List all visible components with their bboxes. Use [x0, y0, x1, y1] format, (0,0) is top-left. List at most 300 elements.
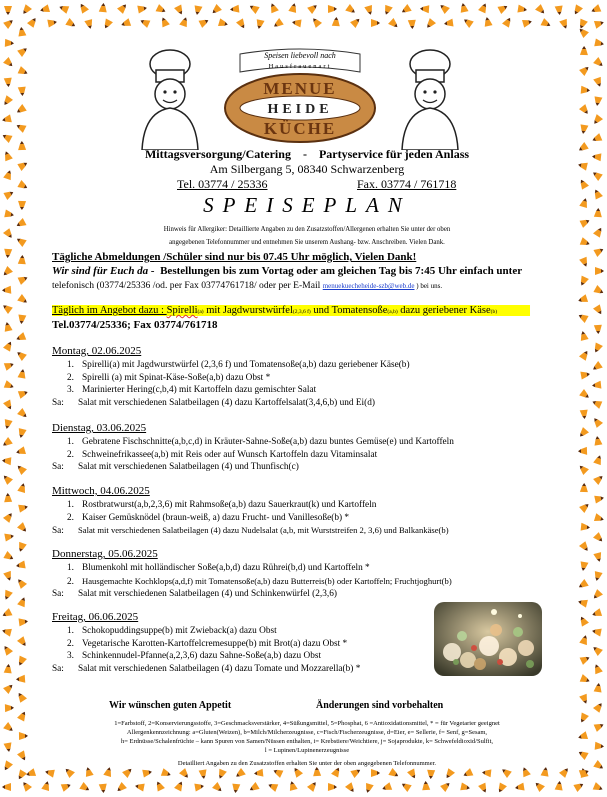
item-text: Salat mit verschiedenen Salatbeilagen (4) und Thunfisch(c) — [78, 462, 299, 472]
border-candy-piece — [15, 769, 26, 781]
border-candy-piece — [17, 428, 27, 439]
border-candy-piece — [17, 408, 29, 420]
border-candy-piece — [328, 5, 337, 13]
border-candy-piece — [117, 2, 129, 14]
border-candy-piece — [19, 617, 29, 626]
menu-item — [52, 384, 410, 397]
border-candy-piece — [2, 456, 12, 465]
border-candy-piece — [174, 780, 185, 792]
border-candy-piece — [371, 19, 380, 27]
border-candy-piece — [591, 361, 603, 373]
border-candy-piece — [422, 781, 431, 791]
menu-item — [52, 562, 452, 575]
border-candy-piece — [15, 446, 26, 456]
border-candy-piece — [288, 780, 298, 791]
item-text: Schinkennudel-Pfanne(a,2,3,6) dazu Sahne-Soße(a,b) dazu Obst — [82, 651, 322, 661]
item-number: 2. — [67, 372, 74, 383]
logo-word-heide: HEIDE — [267, 102, 333, 117]
border-candy-piece — [593, 571, 603, 582]
border-candy-piece — [572, 4, 583, 16]
border-candy-piece — [156, 4, 168, 15]
border-candy-piece — [400, 780, 412, 792]
menu-item — [52, 461, 454, 474]
border-candy-piece — [2, 286, 12, 295]
border-candy-piece — [580, 483, 588, 492]
footer-greeting: Wir wünschen guten Appetit — [109, 700, 232, 711]
daily-contact: Tel.03774/25336; Fax 03774/761718 — [52, 319, 218, 331]
item-text: Blumenkohl mit holländischer Soße(a,b,d) dazu Rührei(b,d) und Kartoffeln * — [82, 563, 370, 573]
item-text: Marinierter Hering(c,b,4) mit Kartoffeln dazu gemischter Salat — [82, 385, 317, 395]
border-candy-piece — [579, 389, 591, 401]
border-candy-piece — [577, 579, 589, 591]
border-candy-piece — [381, 782, 392, 793]
border-candy-piece — [18, 503, 29, 513]
border-candy-piece — [1, 266, 13, 278]
menu-item — [52, 650, 360, 663]
item-text: Salat mit verschiedenen Salatbeilagen (4) dazu Nudelsalat (a,b, mit Wurststreifen 2, 3,6) und Balkankäse(b) — [78, 525, 449, 535]
border-candy-piece — [577, 731, 588, 741]
border-candy-piece — [63, 766, 75, 778]
day-heading: Freitag, 06.06.2025 — [52, 611, 139, 623]
border-candy-piece — [179, 768, 191, 780]
border-candy-piece — [44, 768, 55, 778]
border-candy-piece — [15, 122, 27, 133]
border-candy-piece — [577, 142, 589, 154]
border-candy-piece — [272, 767, 284, 778]
border-candy-piece — [17, 315, 26, 325]
border-candy-piece — [462, 16, 474, 28]
item-text: Salat mit verschiedenen Salatbeilagen (4) dazu Kartoffelsalat(3,4,6,b) und Ei(d) — [78, 397, 375, 408]
legend-detail-note: Detailliert Angaben zu den Zusatzstoffen erhalten Sie unter der oben angegebenen Telefonnummer. — [177, 760, 437, 767]
item-number: 3. — [67, 385, 74, 395]
cancel-notice: Tägliche Abmeldungen /Schüler sind nur bis 07.45 Uhr möglich, Vielen Dank! — [52, 251, 417, 263]
day-section-friday — [52, 611, 360, 675]
border-candy-piece — [234, 768, 246, 780]
border-candy-piece — [459, 2, 469, 12]
border-candy-piece — [307, 780, 319, 792]
border-candy-piece — [20, 4, 32, 16]
border-candy-piece — [194, 782, 204, 791]
border-candy-piece — [593, 304, 605, 316]
border-candy-piece — [248, 782, 260, 793]
item-number: 3. — [67, 651, 74, 661]
border-candy-piece — [99, 784, 108, 794]
border-candy-piece — [496, 782, 507, 794]
border-candy-piece — [580, 370, 590, 379]
border-candy-piece — [594, 494, 604, 504]
border-candy-piece — [424, 18, 436, 30]
item-text: Rostbratwurst(a,b,2,3,6) mit Rahmsoße(a,b) dazu Sauerkraut(k) und Kartoffeln — [82, 500, 377, 510]
daily-offer-side: mit Jagdwurstwürfel — [203, 305, 293, 316]
border-candy-piece — [288, 2, 298, 13]
border-candy-piece — [236, 18, 247, 30]
border-candy-piece — [579, 257, 590, 268]
menu-item — [52, 588, 452, 601]
border-candy-piece — [2, 150, 13, 161]
border-candy-piece — [4, 360, 15, 371]
border-candy-piece — [522, 18, 533, 28]
border-candy-piece — [363, 783, 373, 794]
border-candy-piece — [199, 17, 211, 28]
item-number: 1. — [67, 437, 74, 447]
order-contact-text: telefonisch (03774/25336 /od. per Fax 03774761718/ oder per E-Mail — [52, 280, 323, 291]
menu-item — [52, 512, 449, 525]
border-candy-piece — [193, 5, 202, 15]
border-candy-piece — [3, 571, 13, 582]
border-candy-piece — [592, 188, 603, 200]
border-candy-piece — [559, 19, 570, 30]
border-candy-piece — [102, 18, 113, 30]
menu-item — [52, 524, 449, 538]
border-candy-piece — [18, 368, 27, 378]
border-candy-piece — [382, 5, 393, 16]
menu-item — [52, 372, 410, 385]
border-candy-piece — [591, 627, 601, 637]
daily-offer-sauce: und Tomatensoße — [310, 305, 388, 316]
border-candy-piece — [17, 596, 28, 607]
border-candy-piece — [255, 19, 265, 29]
border-candy-piece — [580, 654, 592, 665]
border-candy-piece — [593, 532, 605, 544]
item-text: Salat mit verschiedenen Salatbeilagen (4) und Schinkenwürfel (2,3,6) — [78, 589, 337, 599]
item-number: 2. — [67, 449, 74, 460]
menu-item — [52, 436, 454, 449]
legend-allergens-1: Allergenkennzeichnung: a=Gluten(Weizen), b=Milch/Milcherzeugnisse, c=Fisch/Fischerzeugnisse, d=Eier, e= Sellerie, f= Senf, g=Sesam, — [126, 729, 488, 736]
order-info-line2 — [52, 280, 442, 291]
border-candy-piece — [388, 768, 400, 779]
border-candy-piece — [231, 784, 240, 794]
border-candy-piece — [115, 782, 127, 794]
day-heading: Montag, 02.06.2025 — [52, 345, 142, 357]
border-candy-piece — [388, 18, 400, 30]
border-candy-piece — [578, 276, 589, 288]
logo-banner-bottom: Hausfrauenart — [268, 63, 332, 70]
border-candy-piece — [593, 782, 604, 793]
border-candy-piece — [2, 590, 13, 601]
day-section-tuesday — [52, 422, 454, 474]
border-candy-piece — [580, 46, 588, 55]
item-text: Vegetarische Karotten-Kartoffelcremesuppe(b) mit Brot(a) dazu Obst * — [82, 638, 348, 649]
border-candy-piece — [438, 2, 450, 14]
border-candy-piece — [154, 780, 165, 792]
border-candy-piece — [79, 782, 91, 794]
border-candy-piece — [591, 589, 603, 601]
border-candy-piece — [577, 463, 589, 475]
border-candy-piece — [159, 16, 170, 27]
page-title: SPEISEPLAN — [203, 193, 411, 217]
border-candy-piece — [210, 4, 222, 16]
border-candy-piece — [4, 532, 14, 542]
item-number: 2. — [67, 638, 74, 649]
border-candy-piece — [103, 766, 113, 777]
allergen-code: (a,b) — [387, 309, 398, 315]
border-candy-piece — [3, 340, 14, 352]
border-candy-piece — [345, 4, 357, 16]
border-candy-piece — [332, 17, 341, 27]
border-candy-piece — [577, 19, 588, 30]
border-candy-piece — [460, 782, 470, 792]
border-candy-piece — [267, 781, 278, 792]
border-candy-piece — [4, 78, 13, 88]
border-candy-piece — [593, 435, 602, 445]
border-candy-piece — [61, 781, 72, 792]
border-candy-piece — [84, 766, 94, 777]
border-candy-piece — [218, 18, 229, 28]
border-candy-piece — [350, 16, 362, 28]
border-candy-piece — [579, 104, 591, 116]
border-candy-piece — [15, 332, 26, 343]
order-email-link[interactable]: menuekuecheheide-szb@web.de — [322, 282, 415, 290]
border-candy-piece — [1, 302, 13, 314]
border-candy-piece — [248, 2, 260, 13]
border-candy-piece — [16, 542, 26, 553]
border-candy-piece — [139, 17, 150, 28]
day-section-wednesday — [52, 485, 449, 538]
order-contact-end: ) bei uns. — [414, 282, 443, 290]
item-text: Hausgemachte Kochklops(a,d,f) mit Tomatensoße(a,b) dazu Butterreis(b) oder Kartoffeln; Fruchtjoghurt(b) — [82, 575, 452, 586]
border-candy-piece — [3, 419, 13, 430]
border-candy-piece — [579, 694, 590, 705]
border-candy-piece — [578, 713, 589, 725]
border-candy-piece — [291, 766, 303, 778]
border-candy-piece — [595, 267, 604, 275]
order-info-line1 — [52, 265, 522, 277]
border-candy-piece — [514, 783, 524, 792]
border-candy-piece — [3, 321, 13, 331]
border-candy-piece — [592, 663, 603, 674]
border-candy-piece — [555, 781, 564, 791]
border-candy-piece — [3, 189, 15, 200]
border-candy-piece — [15, 235, 27, 247]
border-candy-piece — [592, 381, 602, 390]
day-section-thursday — [52, 548, 452, 601]
border-candy-piece — [443, 768, 455, 780]
border-candy-piece — [16, 675, 26, 684]
border-candy-piece — [578, 615, 589, 627]
border-candy-piece — [580, 217, 592, 228]
border-candy-piece — [580, 674, 591, 685]
border-candy-piece — [578, 178, 589, 190]
border-candy-piece — [307, 2, 319, 14]
border-candy-piece — [5, 39, 14, 47]
border-candy-piece — [541, 766, 550, 776]
border-candy-piece — [39, 4, 50, 14]
header-tel: Tel. 03774 / 25336 — [177, 177, 268, 191]
border-candy-piece — [579, 124, 588, 134]
item-number: 1. — [67, 500, 74, 510]
border-candy-piece — [350, 766, 362, 777]
border-candy-piece — [17, 27, 26, 37]
border-candy-piece — [4, 380, 15, 391]
border-candy-piece — [3, 682, 15, 694]
border-candy-piece — [594, 721, 605, 732]
border-candy-piece — [4, 249, 13, 259]
item-number: Sa: — [52, 397, 64, 408]
menu-item — [52, 449, 454, 462]
border-candy-piece — [17, 294, 29, 306]
border-candy-piece — [3, 169, 14, 180]
border-candy-piece — [502, 16, 513, 28]
menue-heide-kueche-logo — [130, 42, 475, 150]
border-candy-piece — [591, 114, 603, 126]
border-candy-piece — [17, 522, 29, 534]
border-candy-piece — [590, 4, 601, 15]
border-candy-piece — [594, 18, 605, 28]
border-candy-piece — [579, 541, 591, 553]
border-candy-piece — [161, 768, 172, 778]
border-candy-piece — [174, 5, 185, 17]
logo-word-kueche: KÜCHE — [263, 119, 337, 138]
legend-allergens-2: h= Erdnüsse/Schalenfrüchte – kann Spuren von Samen/Nüssen enthalten, i= Krebstiere/Weichtiere, j= Sojaprodukte, k= Schwefeldioxid/Sulfit, — [120, 738, 494, 745]
border-candy-piece — [593, 760, 605, 772]
border-candy-piece — [99, 3, 108, 13]
item-number: Sa: — [52, 589, 64, 599]
border-candy-piece — [3, 57, 15, 69]
border-candy-piece — [594, 325, 602, 334]
border-candy-piece — [555, 6, 564, 16]
border-candy-piece — [20, 780, 32, 792]
border-candy-piece — [593, 552, 603, 563]
border-candy-piece — [3, 551, 15, 562]
item-number: Sa: — [52, 526, 64, 536]
border-candy-piece — [77, 2, 89, 14]
allergen-code: (a) — [197, 309, 204, 315]
border-candy-piece — [58, 3, 69, 14]
border-candy-piece — [573, 781, 585, 792]
border-candy-piece — [577, 294, 588, 304]
border-candy-piece — [137, 4, 147, 14]
border-candy-piece — [478, 2, 489, 14]
food-photo — [434, 602, 542, 676]
border-candy-piece — [1, 627, 12, 637]
border-candy-piece — [581, 86, 591, 95]
allergy-note-1: Hinweis für Allergiker: Detaillierte Angaben zu den Zusatzstoffen/Allergenen erhalten Sie unter der oben — [163, 226, 451, 233]
border-candy-piece — [134, 782, 144, 792]
border-candy-piece — [4, 742, 13, 752]
border-candy-piece — [592, 152, 602, 161]
border-candy-piece — [594, 208, 602, 217]
item-number: 1. — [67, 360, 74, 370]
border-candy-piece — [579, 330, 589, 341]
border-candy-piece — [15, 104, 27, 116]
border-candy-piece — [2, 783, 11, 791]
border-candy-piece — [310, 16, 322, 28]
border-candy-piece — [17, 180, 29, 191]
daily-offer-label: Täglich im Angebot dazu : — [52, 305, 167, 316]
day-heading: Donnerstag, 05.06.2025 — [52, 548, 158, 560]
order-intro: Wir sind für Euch da - — [52, 265, 155, 277]
legend-additives: 1=Farbstoff, 2=Konservierungsstoffe, 3=Geschmacksverstärker, 4=Süßungsmittel, 5=Phosphat, 6 =Antioxidationsmittel, * = für Vegetarier geeignet — [114, 720, 500, 727]
menu-item — [52, 625, 360, 638]
item-number: 2. — [67, 576, 74, 587]
border-candy-piece — [120, 18, 131, 28]
border-candy-piece — [17, 482, 27, 493]
border-candy-piece — [577, 312, 589, 323]
day-heading: Mittwoch, 04.06.2025 — [52, 485, 150, 497]
item-number: 1. — [67, 626, 74, 636]
border-candy-piece — [591, 644, 603, 656]
border-candy-piece — [420, 5, 430, 14]
item-text: Spirelli (a) mit Spinat-Käse-Soße(a,b) dazu Obst * — [82, 372, 271, 383]
border-candy-piece — [1, 608, 13, 619]
item-number: Sa: — [52, 663, 64, 674]
border-candy-piece — [345, 782, 357, 794]
allergen-code: (2,3,6 f) — [292, 309, 311, 315]
border-candy-piece — [577, 749, 589, 760]
header-address: Am Silbergang 5, 08340 Schwarzenberg — [209, 162, 405, 176]
border-candy-piece — [580, 410, 589, 420]
border-candy-piece — [1, 644, 13, 656]
border-candy-piece — [407, 768, 418, 780]
border-candy-piece — [3, 399, 14, 411]
border-candy-piece — [230, 5, 240, 14]
item-text: Kaiser Gemüsknödel (braun-weiß, a) dazu Frucht- und Vanillesoße(b) * — [82, 512, 350, 523]
border-candy-piece — [577, 427, 589, 439]
border-candy-piece — [559, 766, 571, 778]
border-candy-piece — [18, 87, 27, 97]
border-candy-piece — [17, 710, 28, 722]
day-section-monday — [52, 345, 410, 409]
day-heading: Dienstag, 03.06.2025 — [52, 422, 147, 434]
border-candy-piece — [1, 114, 12, 124]
border-candy-piece — [440, 780, 452, 792]
border-candy-piece — [3, 511, 15, 523]
border-candy-piece — [577, 161, 588, 171]
border-candy-piece — [1, 437, 13, 449]
border-candy-piece — [142, 768, 152, 778]
border-candy-piece — [591, 398, 602, 409]
border-candy-piece — [371, 769, 380, 777]
menu-item — [52, 359, 410, 372]
border-candy-piece — [497, 3, 509, 14]
border-candy-piece — [591, 608, 602, 618]
border-candy-piece — [427, 770, 435, 779]
border-candy-piece — [595, 742, 605, 751]
border-candy-piece — [579, 349, 591, 361]
border-candy-piece — [593, 701, 605, 713]
border-candy-piece — [16, 656, 27, 668]
border-candy-piece — [313, 767, 321, 776]
border-candy-piece — [4, 664, 13, 674]
border-candy-piece — [577, 26, 589, 38]
border-candy-piece — [579, 501, 591, 513]
order-deadline: Bestellungen bis zum Vortag oder am gleichen Tag bis 7:45 Uhr einfach unter — [154, 265, 523, 277]
border-candy-piece — [4, 209, 14, 219]
border-candy-piece — [444, 19, 454, 28]
item-number: Sa: — [52, 462, 64, 472]
border-candy-piece — [65, 18, 77, 30]
border-candy-piece — [3, 228, 15, 240]
border-candy-piece — [18, 66, 29, 77]
border-candy-piece — [18, 388, 29, 398]
border-candy-piece — [17, 750, 28, 762]
legend-allergens-3: l = Lupinen/Lupinenerzeugnisse — [264, 747, 350, 754]
border-candy-piece — [533, 780, 545, 792]
border-candy-piece — [593, 57, 605, 69]
border-candy-piece — [272, 18, 284, 30]
border-candy-piece — [400, 4, 412, 16]
item-text: Gebratene Fischschnitte(a,b,c,d) in Kräuter-Sahne-Soße(a,b) dazu buntes Gemüse(e) und Kartoffeln — [82, 437, 454, 447]
border-candy-piece — [122, 766, 134, 778]
border-candy-piece — [3, 17, 15, 29]
border-candy-piece — [577, 598, 588, 608]
daily-offer-dish: Spirelli — [166, 305, 198, 316]
menu-item — [52, 499, 449, 512]
border-candy-piece — [84, 19, 94, 30]
border-candy-piece — [520, 766, 531, 777]
border-candy-piece — [1, 760, 12, 772]
border-candy-piece — [594, 683, 603, 693]
